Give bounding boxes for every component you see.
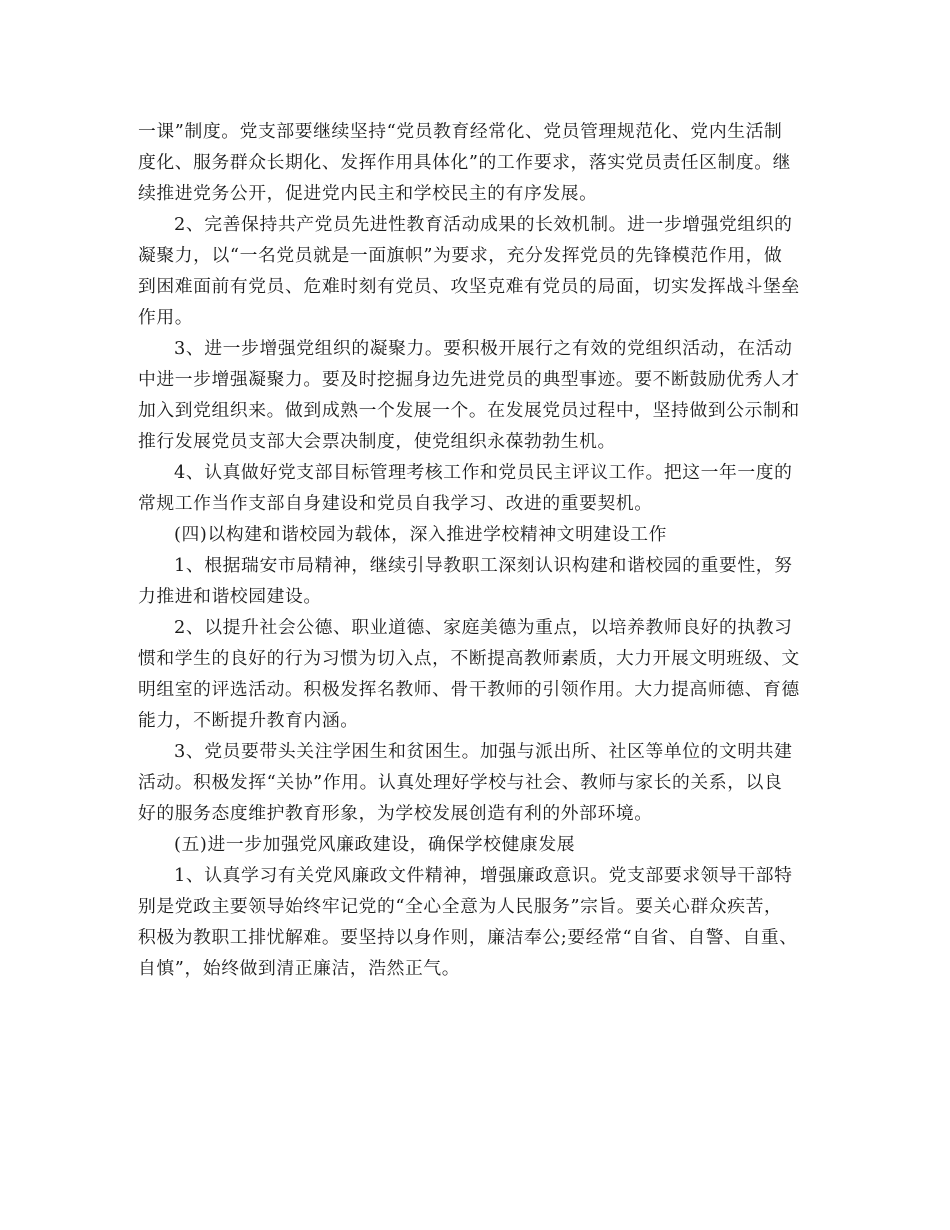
text-line: 中进一步增强凝聚力。要及时挖掘身边先进党员的典型事迹。要不断鼓励优秀人才 (138, 369, 800, 390)
text-line: 作用。 (138, 307, 194, 328)
section-heading (138, 829, 822, 860)
text-line: 1、认真学习有关党风廉政文件精神，增强廉政意识。党支部要求领导干部特 (174, 865, 793, 886)
text-line: 好的服务态度维护教育形象，为学校发展创造有利的外部环境。 (138, 803, 653, 824)
text-line: 明组室的评选活动。积极发挥名教师、骨干教师的引领作用。大力提高师德、育德 (138, 679, 800, 700)
text-line: 一课”制度。党支部要继续坚持“党员教育经常化、党员管理规范化、党内生活制 (138, 121, 783, 142)
text-line: 凝聚力，以“一名党员就是一面旗帜”为要求，充分发挥党员的先锋模范作用，做 (138, 245, 783, 266)
text-line: (五)进一步加强党风廉政建设，确保学校健康发展 (174, 834, 576, 855)
paragraph (138, 612, 822, 736)
paragraph (138, 860, 822, 984)
text-line: 别是党政主要领导始终牢记党的“全心全意为人民服务”宗旨。要关心群众疾苦， (138, 896, 783, 917)
text-line: 2、以提升社会公德、职业道德、家庭美德为重点，以培养教师良好的执教习 (174, 617, 793, 638)
text-line: 惯和学生的良好的行为习惯为切入点，不断提高教师素质，大力开展文明班级、文 (138, 648, 800, 669)
paragraph (138, 736, 822, 829)
text-line: 活动。积极发挥“关协”作用。认真处理好学校与社会、教师与家长的关系，以良 (138, 772, 783, 793)
document-body (138, 116, 822, 984)
section-heading (138, 519, 822, 550)
text-line: 1、根据瑞安市局精神，继续引导教职工深刻认识构建和谐校园的重要性，努 (174, 555, 793, 576)
paragraph (138, 333, 822, 457)
text-line: 推行发展党员支部大会票决制度，使党组织永葆勃勃生机。 (138, 431, 616, 452)
paragraph (138, 457, 822, 519)
text-line: 4、认真做好党支部目标管理考核工作和党员民主评议工作。把这一年一度的 (174, 462, 793, 483)
paragraph (138, 550, 822, 612)
text-line: (四)以构建和谐校园为载体，深入推进学校精神文明建设工作 (174, 524, 667, 545)
text-line: 到困难面前有党员、危难时刻有党员、攻坚克难有党员的局面，切实发挥战斗堡垒 (138, 276, 800, 297)
text-line: 2、完善保持共产党员先进性教育活动成果的长效机制。进一步增强党组织的 (174, 214, 793, 235)
paragraph (138, 209, 822, 333)
text-line: 自慎”，始终做到清正廉洁，浩然正气。 (138, 958, 461, 979)
text-line: 常规工作当作支部自身建设和党员自我学习、改进的重要契机。 (138, 493, 653, 514)
text-line: 3、进一步增强党组织的凝聚力。要积极开展行之有效的党组织活动，在活动 (174, 338, 793, 359)
paragraph (138, 116, 822, 209)
text-line: 续推进党务公开，促进党内民主和学校民主的有序发展。 (138, 183, 598, 204)
text-line: 3、党员要带头关注学困生和贫困生。加强与派出所、社区等单位的文明共建 (174, 741, 793, 762)
text-line: 度化、服务群众长期化、发挥作用具体化”的工作要求，落实党员责任区制度。继 (138, 152, 792, 173)
text-line: 力推进和谐校园建设。 (138, 586, 322, 607)
text-line: 加入到党组织来。做到成熟一个发展一个。在发展党员过程中，坚持做到公示制和 (138, 400, 800, 421)
text-line: 积极为教职工排忧解难。要坚持以身作则，廉洁奉公;要经常“自省、自警、自重、 (138, 927, 798, 948)
text-line: 能力，不断提升教育内涵。 (138, 710, 359, 731)
